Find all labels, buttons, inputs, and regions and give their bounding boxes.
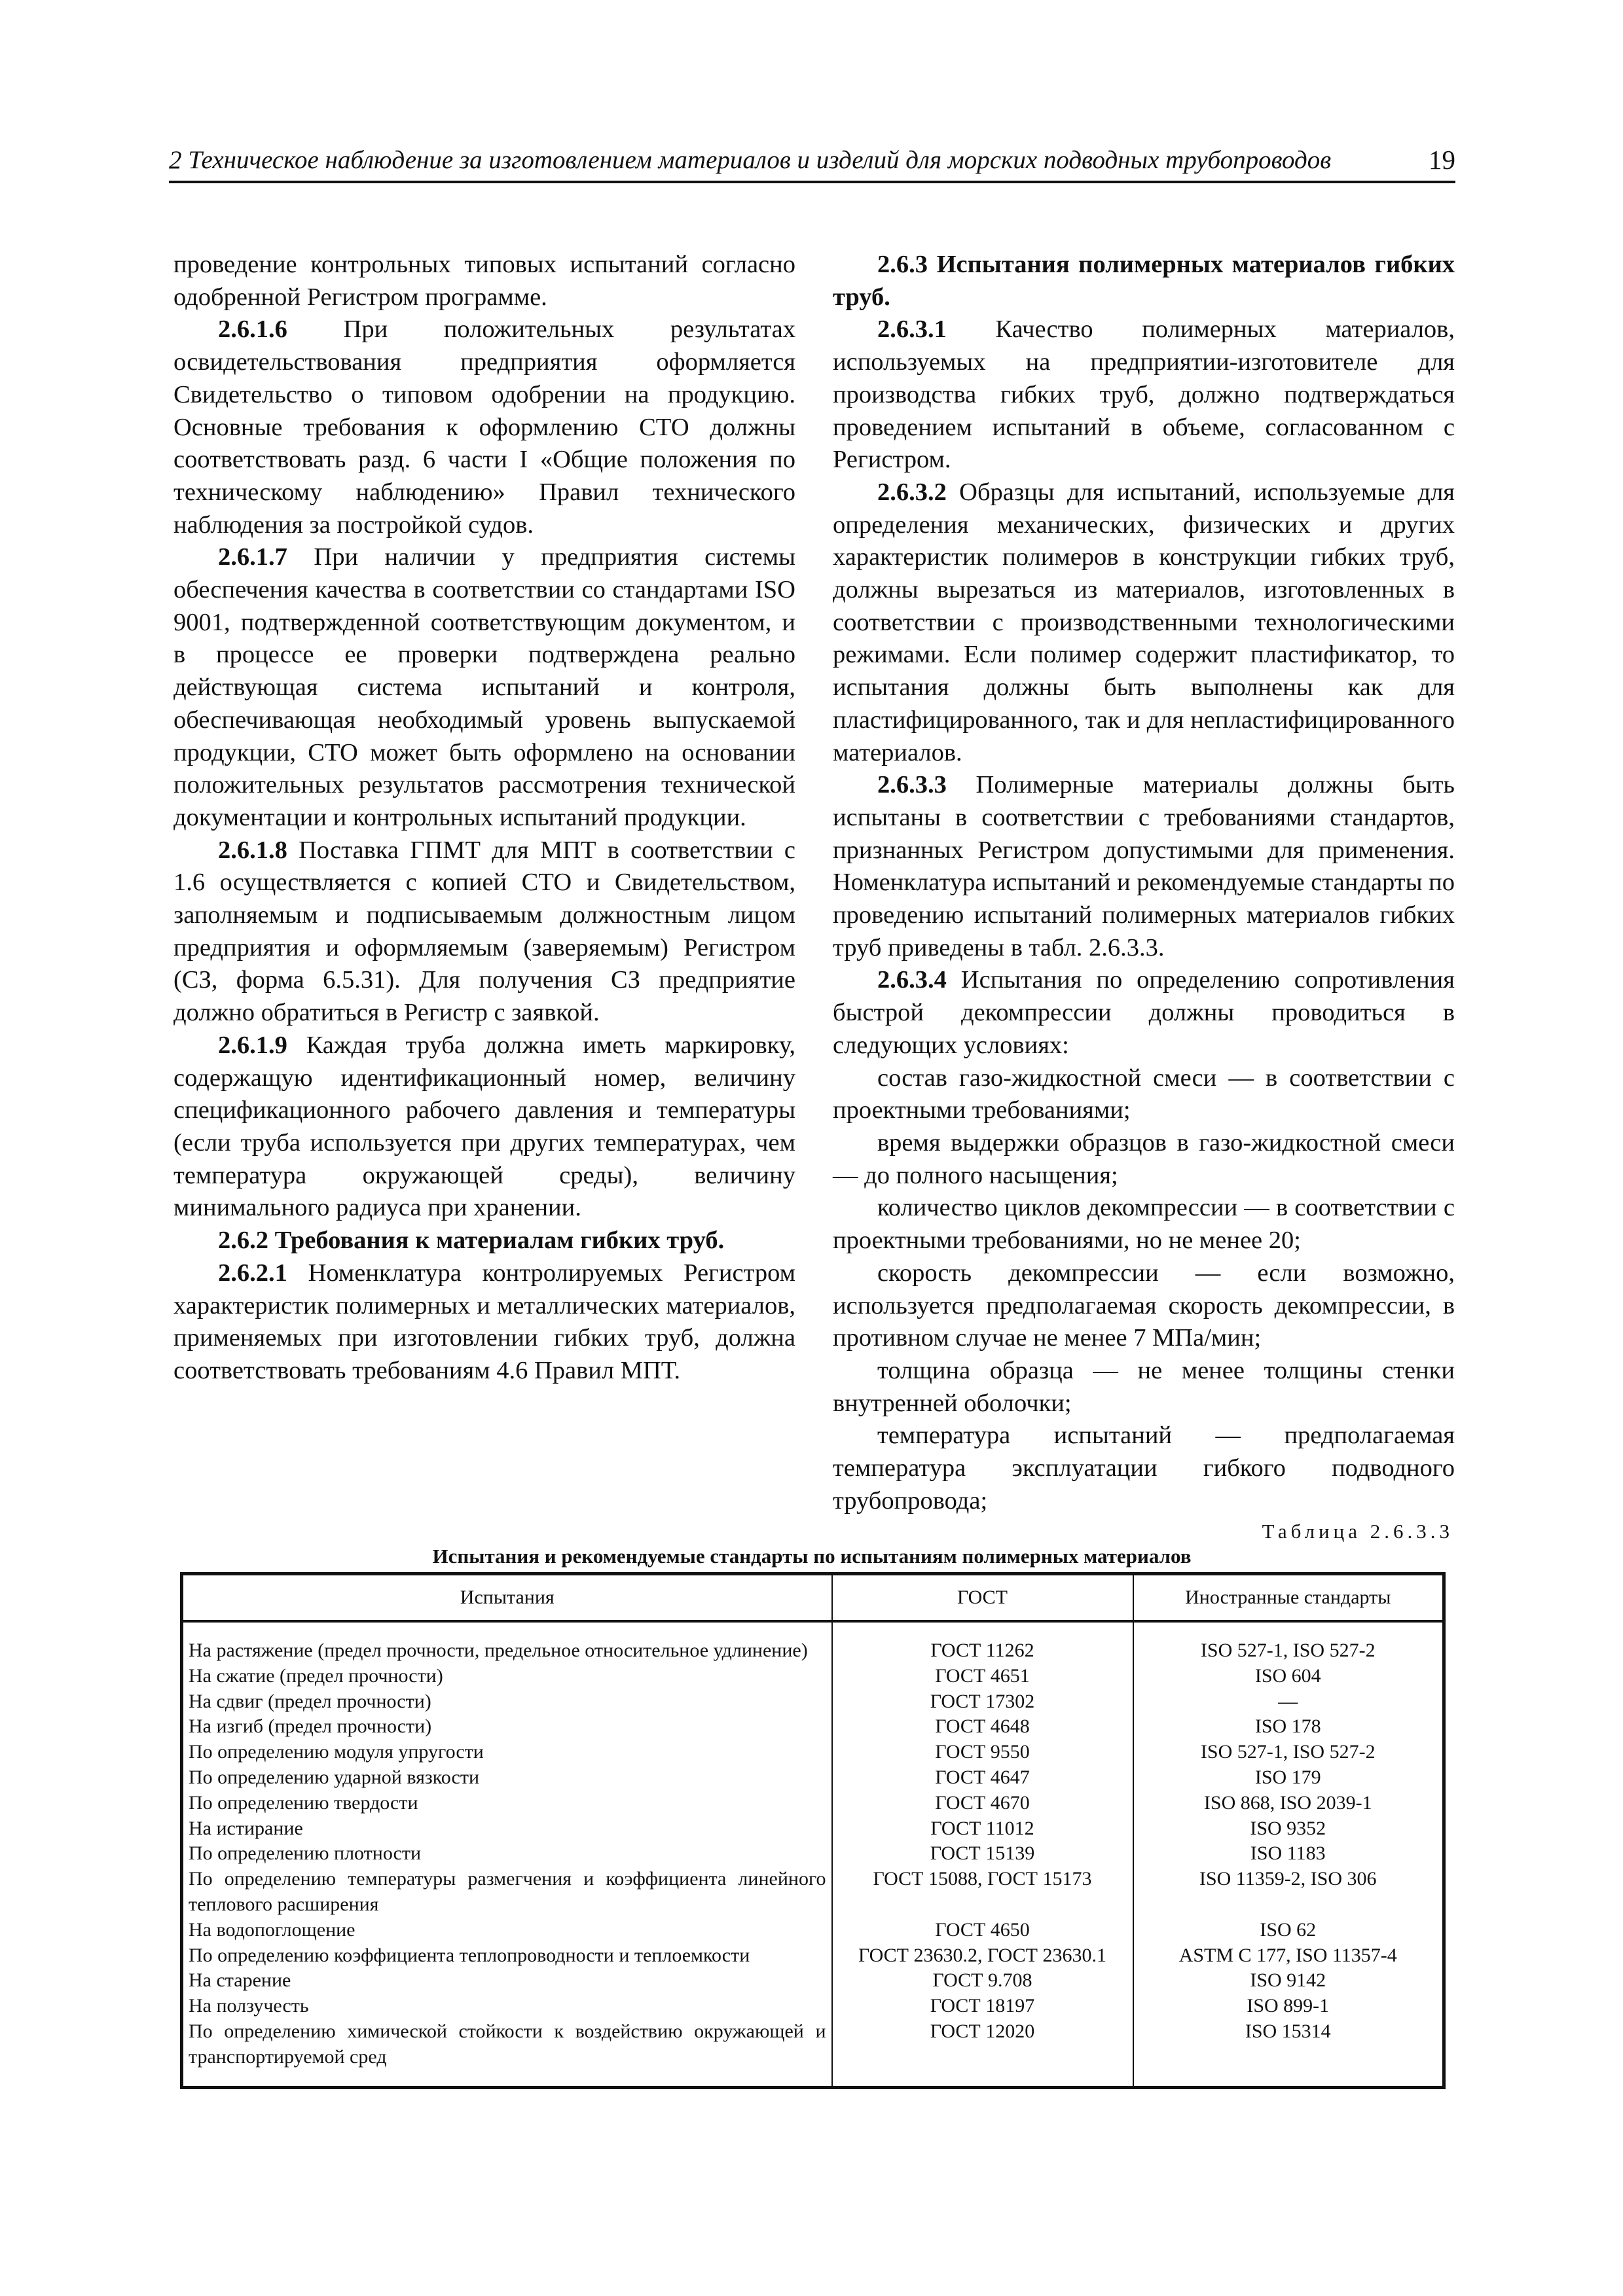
paragraph-2-6-1-7 bbox=[173, 541, 795, 834]
table-row bbox=[182, 2019, 1444, 2087]
clause-text: Номенклатура контролируемых Регистром характеристик полимерных и металлических материалов, применяемых при изготовлении гибких труб, должна соответствовать требованиям 4.6 Правил МПТ. bbox=[173, 1259, 795, 1384]
foreign-standard-cell: ISO 62 bbox=[1133, 1918, 1444, 1943]
gost-cell: ГОСТ 15139 bbox=[832, 1841, 1133, 1867]
table-row bbox=[182, 1765, 1444, 1791]
test-cell: На старение bbox=[182, 1968, 832, 1994]
test-cell: На растяжение (предел прочности, предельное относительное удлинение) bbox=[182, 1621, 832, 1664]
table-body bbox=[182, 1621, 1444, 2087]
clause-text: Поставка ГПМТ для МПТ в соответствии с 1.6 осуществляется с копией СТО и Свидетельством, заполняемым и подписываемым должностным лицом предприятия и оформляемым (заверяемым) Регистром (СЗ, форма 6.5.31). Для получения СЗ предприятие должно обратиться в Регистр с заявкой. bbox=[173, 836, 795, 1027]
test-cell: На водопоглощение bbox=[182, 1918, 832, 1943]
test-cell: По определению модуля упругости bbox=[182, 1740, 832, 1765]
table-row bbox=[182, 1918, 1444, 1943]
paragraph-2-6-1-9 bbox=[173, 1030, 795, 1225]
gost-cell: ГОСТ 4651 bbox=[832, 1664, 1133, 1689]
clause-text: При наличии у предприятия системы обеспечения качества в соответствии со стандартами ISO 9001, подтвержденной соответствующим документом, и в процессе ее проверки подтверждена реально действующая система испытаний и контроля, обеспечивающая необходимый уровень выпускаемой продукции, СТО может быть оформлено на основании положительных результатов рассмотрения технической документации и контрольных испытаний продукции. bbox=[173, 543, 795, 831]
gost-cell: ГОСТ 9550 bbox=[832, 1740, 1133, 1765]
left-column bbox=[173, 249, 795, 1388]
paragraph-2-6-1-6 bbox=[173, 314, 795, 541]
foreign-standard-cell: ISO 899-1 bbox=[1133, 1994, 1444, 2019]
gost-cell: ГОСТ 17302 bbox=[832, 1689, 1133, 1715]
section-heading-2-6-3 bbox=[833, 249, 1455, 314]
test-cell: По определению коэффициента теплопроводности и теплоемкости bbox=[182, 1943, 832, 1969]
table-title: Испытания и рекомендуемые стандарты по испытаниям полимерных материалов bbox=[432, 1545, 1192, 1568]
paragraph-2-6-3-3 bbox=[833, 769, 1455, 964]
gost-cell: ГОСТ 18197 bbox=[832, 1994, 1133, 2019]
foreign-standard-cell: ISO 1183 bbox=[1133, 1841, 1444, 1867]
standards-table bbox=[180, 1572, 1446, 2089]
table-row bbox=[182, 1841, 1444, 1867]
clause-number: 2.6.1.6 bbox=[218, 315, 287, 344]
condition-item: время выдержки образцов в газо-жидкостной смеси — до полного насыщения; bbox=[833, 1128, 1455, 1189]
table-row bbox=[182, 1943, 1444, 1969]
clause-text: Образцы для испытаний, используемые для определения механических, физических и других характеристик полимеров в конструкции гибких труб, должны вырезаться из материалов, изготовленных в соответствии с производственными технологическими режимами. Если полимер содержит пластификатор, то испытания должны быть выполнены как для пластифицированного, так и для непластифицированного материалов. bbox=[833, 478, 1455, 766]
foreign-standard-cell: ASTM C 177, ISO 11357-4 bbox=[1133, 1943, 1444, 1969]
foreign-standard-cell: ISO 868, ISO 2039-1 bbox=[1133, 1791, 1444, 1816]
header-title: 2 Техническое наблюдение за изготовлением материалов и изделий для морских подводных трубопроводов bbox=[169, 146, 1332, 174]
gost-cell: ГОСТ 12020 bbox=[832, 2019, 1133, 2087]
foreign-standard-cell: ISO 15314 bbox=[1133, 2019, 1444, 2087]
clause-number: 2.6.1.7 bbox=[218, 543, 287, 571]
condition-item: толщина образца — не менее толщины стенки внутренней оболочки; bbox=[833, 1356, 1455, 1417]
clause-number: 2.6.3.3 bbox=[877, 771, 947, 799]
condition-item: состав газо-жидкостной смеси — в соответствии с проектными требованиями; bbox=[833, 1064, 1455, 1124]
gost-cell: ГОСТ 4650 bbox=[832, 1918, 1133, 1943]
foreign-standard-cell: — bbox=[1133, 1689, 1444, 1715]
column-header: ГОСТ bbox=[832, 1574, 1133, 1622]
right-column bbox=[833, 249, 1455, 1517]
table-row bbox=[182, 1867, 1444, 1918]
table-row bbox=[182, 1689, 1444, 1715]
clause-text: При положительных результатах освидетельствования предприятия оформляется Свидетельство о типовом одобрении на продукцию. Основные требования к оформлению СТО должны соответствовать разд. 6 части I «Общие положения по техническому наблюдению» Правил технического наблюдения за постройкой судов. bbox=[173, 315, 795, 539]
foreign-standard-cell: ISO 11359-2, ISO 306 bbox=[1133, 1867, 1444, 1918]
foreign-standard-cell: ISO 178 bbox=[1133, 1714, 1444, 1740]
gost-cell: ГОСТ 4647 bbox=[832, 1765, 1133, 1791]
table-row bbox=[182, 1791, 1444, 1816]
table-row bbox=[182, 1740, 1444, 1765]
test-cell: По определению температуры размегчения и коэффициента линейного теплового расширения bbox=[182, 1867, 832, 1918]
test-cell: По определению твердости bbox=[182, 1791, 832, 1816]
gost-cell: ГОСТ 11012 bbox=[832, 1816, 1133, 1842]
gost-cell: ГОСТ 9.708 bbox=[832, 1968, 1133, 1994]
test-cell: По определению плотности bbox=[182, 1841, 832, 1867]
clause-text: Качество полимерных материалов, используемых на предприятии-изготовителе для производства гибких труб, должно подтверждаться проведением испытаний в объеме, согласованном с Регистром. bbox=[833, 315, 1455, 474]
clause-number: 2.6.3.2 bbox=[877, 478, 947, 506]
paragraph-2-6-3-2 bbox=[833, 476, 1455, 769]
table-row bbox=[182, 1994, 1444, 2019]
clause-number: 2.6.1.9 bbox=[218, 1031, 287, 1059]
foreign-standard-cell: ISO 9352 bbox=[1133, 1816, 1444, 1842]
gost-cell: ГОСТ 15088, ГОСТ 15173 bbox=[832, 1867, 1133, 1918]
running-header bbox=[169, 143, 1455, 183]
gost-cell: ГОСТ 4648 bbox=[832, 1714, 1133, 1740]
condition-item: количество циклов декомпрессии — в соответствии с проектными требованиями, но не менее 20; bbox=[833, 1194, 1455, 1255]
test-cell: На истирание bbox=[182, 1816, 832, 1842]
page-number: 19 bbox=[1429, 145, 1455, 175]
paragraph-2-6-3-4 bbox=[833, 964, 1455, 1062]
clause-number: 2.6.3.4 bbox=[877, 966, 947, 994]
gost-cell: ГОСТ 23630.2, ГОСТ 23630.1 bbox=[832, 1943, 1133, 1969]
condition-item: скорость декомпрессии — если возможно, используется предполагаемая скорость декомпрессии, в противном случае не менее 7 МПа/мин; bbox=[833, 1259, 1455, 1352]
table-row bbox=[182, 1816, 1444, 1842]
clause-number: 2.6.1.8 bbox=[218, 836, 287, 864]
foreign-standard-cell: ISO 179 bbox=[1133, 1765, 1444, 1791]
table-number: Таблица 2.6.3.3 bbox=[1262, 1520, 1453, 1543]
foreign-standard-cell: ISO 527-1, ISO 527-2 bbox=[1133, 1621, 1444, 1664]
foreign-standard-cell: ISO 527-1, ISO 527-2 bbox=[1133, 1740, 1444, 1765]
gost-cell: ГОСТ 11262 bbox=[832, 1621, 1133, 1664]
test-cell: На сжатие (предел прочности) bbox=[182, 1664, 832, 1689]
section-heading: 2.6.2 Требования к материалам гибких труб. bbox=[218, 1227, 725, 1255]
paragraph-2-6-2-1 bbox=[173, 1257, 795, 1388]
table-header-row bbox=[182, 1574, 1444, 1622]
foreign-standard-cell: ISO 9142 bbox=[1133, 1968, 1444, 1994]
test-cell: По определению химической стойкости к воздействию окружающей и транспортируемой сред bbox=[182, 2019, 832, 2087]
table-row bbox=[182, 1968, 1444, 1994]
clause-text: Каждая труба должна иметь маркировку, содержащую идентификационный номер, величину спецификационного рабочего давления и температуры (если труба используется при других температурах, чем температура окружающей среды), величину минимального радиуса при хранении. bbox=[173, 1031, 795, 1222]
foreign-standard-cell: ISO 604 bbox=[1133, 1664, 1444, 1689]
paragraph-2-6-3-1 bbox=[833, 314, 1455, 476]
test-cell: На сдвиг (предел прочности) bbox=[182, 1689, 832, 1715]
paragraph: проведение контрольных типовых испытаний согласно одобренной Регистром программе. bbox=[173, 251, 795, 311]
column-header: Иностранные стандарты bbox=[1133, 1574, 1444, 1622]
section-heading-2-6-2 bbox=[173, 1225, 795, 1257]
gost-cell: ГОСТ 4670 bbox=[832, 1791, 1133, 1816]
table-row bbox=[182, 1621, 1444, 1664]
table-row bbox=[182, 1664, 1444, 1689]
column-header: Испытания bbox=[182, 1574, 832, 1622]
test-cell: По определению ударной вязкости bbox=[182, 1765, 832, 1791]
clause-number: 2.6.2.1 bbox=[218, 1259, 287, 1287]
test-cell: На ползучесть bbox=[182, 1994, 832, 2019]
table-row bbox=[182, 1714, 1444, 1740]
test-cell: На изгиб (предел прочности) bbox=[182, 1714, 832, 1740]
clause-number: 2.6.3.1 bbox=[877, 315, 947, 344]
clause-text: Полимерные материалы должны быть испытаны в соответствии с требованиями стандартов, признанных Регистром допустимыми для применения. Номенклатура испытаний и рекомендуемые стандарты по проведению испытаний полимерных материалов гибких труб приведены в табл. 2.6.3.3. bbox=[833, 771, 1455, 961]
condition-item: температура испытаний — предполагаемая температура эксплуатации гибкого подводного трубопровода; bbox=[833, 1422, 1455, 1515]
clause-text: Испытания по определению сопротивления быстрой декомпрессии должны проводиться в следующих условиях: bbox=[833, 966, 1455, 1059]
paragraph-2-6-1-8 bbox=[173, 834, 795, 1030]
section-heading: 2.6.3 Испытания полимерных материалов гибких труб. bbox=[833, 251, 1455, 311]
